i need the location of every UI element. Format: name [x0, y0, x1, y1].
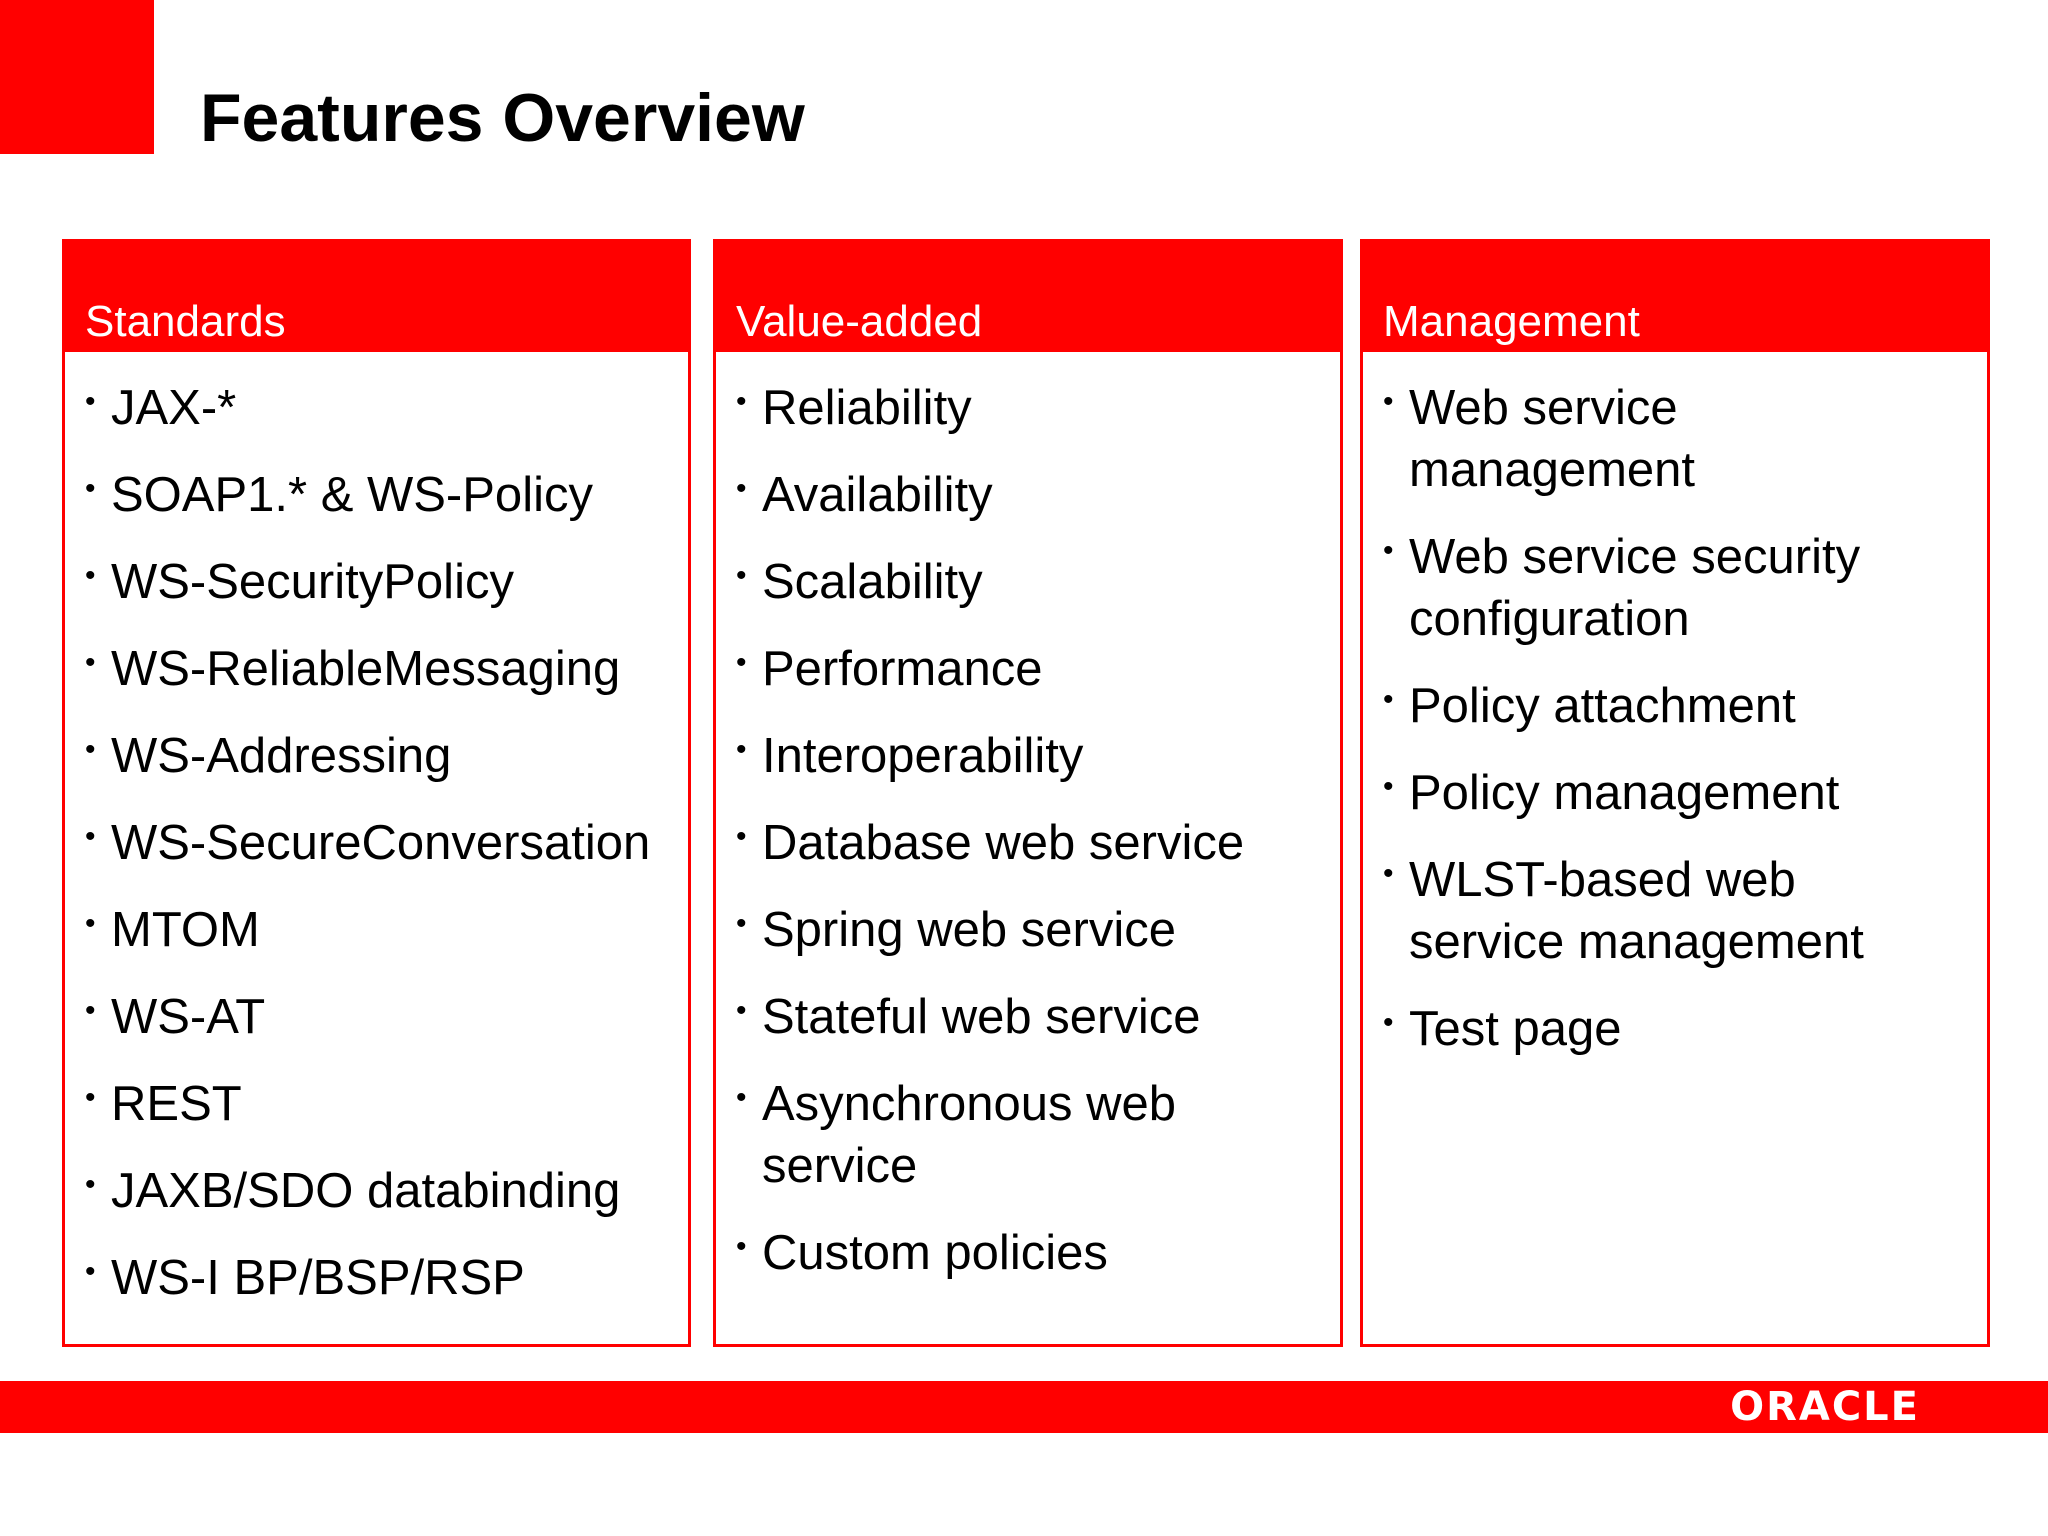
list-item	[65, 551, 688, 613]
list-item-text: WLST-based web service management	[1409, 853, 1864, 969]
list-item-text: WS-Addressing	[111, 729, 452, 783]
bullet-icon: •	[736, 994, 747, 1027]
bullet-icon: •	[1383, 857, 1394, 890]
bullet-icon: •	[1383, 534, 1394, 567]
list-item-text: Performance	[762, 642, 1043, 696]
list-item	[65, 1073, 688, 1135]
list-item	[65, 464, 688, 526]
list-item-text: Test page	[1409, 1002, 1622, 1056]
bullet-icon: •	[736, 385, 747, 418]
panel-header-standards: Standards	[65, 242, 688, 352]
list-item	[1363, 377, 1749, 501]
list-item-text: Reliability	[762, 381, 972, 435]
list-item	[716, 638, 1340, 700]
bullet-icon: •	[85, 733, 96, 766]
list-item	[716, 986, 1340, 1048]
bullet-icon: •	[85, 385, 96, 418]
list-item-text: Scalability	[762, 555, 983, 609]
bullet-icon: •	[736, 820, 747, 853]
bullet-icon: •	[736, 1230, 747, 1263]
list-item	[65, 638, 688, 700]
list-item-text: REST	[111, 1077, 242, 1131]
bullet-icon: •	[85, 907, 96, 940]
list-item	[716, 1073, 1202, 1197]
bullet-icon: •	[1383, 683, 1394, 716]
bullet-icon: •	[736, 559, 747, 592]
list-item	[65, 725, 688, 787]
oracle-logo: ORACLE	[1730, 1384, 1920, 1430]
bullet-icon: •	[736, 907, 747, 940]
value-added-list	[716, 352, 1340, 1284]
bullet-icon: •	[1383, 1006, 1394, 1039]
list-item	[716, 899, 1340, 961]
list-item-text: WS-SecurityPolicy	[111, 555, 514, 609]
list-item	[65, 1160, 688, 1222]
list-item-text: MTOM	[111, 903, 260, 957]
bullet-icon: •	[85, 820, 96, 853]
list-item	[716, 812, 1340, 874]
list-item-text: Spring web service	[762, 903, 1176, 957]
list-item	[716, 464, 1340, 526]
bullet-icon: •	[85, 994, 96, 1027]
list-item	[1363, 526, 1909, 650]
panel-header-management: Management	[1363, 242, 1987, 352]
list-item-text: Policy attachment	[1409, 679, 1796, 733]
bullet-icon: •	[1383, 770, 1394, 803]
standards-list	[65, 352, 688, 1309]
panel-value-added	[713, 239, 1343, 1347]
list-item	[716, 725, 1340, 787]
bullet-icon: •	[85, 1081, 96, 1114]
list-item-text: Availability	[762, 468, 993, 522]
bullet-icon: •	[736, 472, 747, 505]
footer-bar	[0, 1381, 2048, 1433]
list-item-text: Interoperability	[762, 729, 1084, 783]
list-item	[716, 551, 1340, 613]
list-item-text: JAX-*	[111, 381, 237, 435]
bullet-icon: •	[85, 1168, 96, 1201]
list-item-text: WS-AT	[111, 990, 266, 1044]
list-item-text: Database web service	[762, 816, 1245, 870]
list-item	[716, 1222, 1340, 1284]
management-list	[1363, 352, 1987, 1060]
bullet-icon: •	[85, 559, 96, 592]
bullet-icon: •	[85, 1255, 96, 1288]
list-item	[1363, 998, 1987, 1060]
bullet-icon: •	[736, 646, 747, 679]
list-item	[1363, 762, 1987, 824]
list-item-text: WS-I BP/BSP/RSP	[111, 1251, 525, 1305]
slide-title: Features Overview	[200, 80, 805, 156]
list-item	[65, 812, 688, 874]
list-item-text: SOAP1.* & WS-Policy	[111, 468, 593, 522]
bullet-icon: •	[1383, 385, 1394, 418]
list-item	[65, 986, 688, 1048]
list-item-text: Stateful web service	[762, 990, 1201, 1044]
bullet-icon: •	[85, 472, 96, 505]
list-item-text: Web service security configuration	[1409, 530, 1861, 646]
list-item	[65, 377, 688, 439]
panel-management	[1360, 239, 1990, 1347]
bullet-icon: •	[736, 1081, 747, 1114]
list-item-text: JAXB/SDO databinding	[111, 1164, 621, 1218]
list-item	[65, 1247, 688, 1309]
bullet-icon: •	[85, 646, 96, 679]
bullet-icon: •	[736, 733, 747, 766]
list-item-text: Custom policies	[762, 1226, 1108, 1280]
list-item	[716, 377, 1340, 439]
panel-standards	[62, 239, 691, 1347]
list-item	[65, 899, 688, 961]
list-item-text: Policy management	[1409, 766, 1840, 820]
list-item	[1363, 675, 1987, 737]
corner-accent-block	[0, 0, 154, 154]
list-item-text: Web service management	[1409, 381, 1696, 497]
panel-header-value-added: Value-added	[716, 242, 1340, 352]
list-item-text: Asynchronous web service	[762, 1077, 1177, 1193]
list-item-text: WS-SecureConversation	[111, 816, 651, 870]
list-item-text: WS-ReliableMessaging	[111, 642, 621, 696]
list-item	[1363, 849, 1909, 973]
